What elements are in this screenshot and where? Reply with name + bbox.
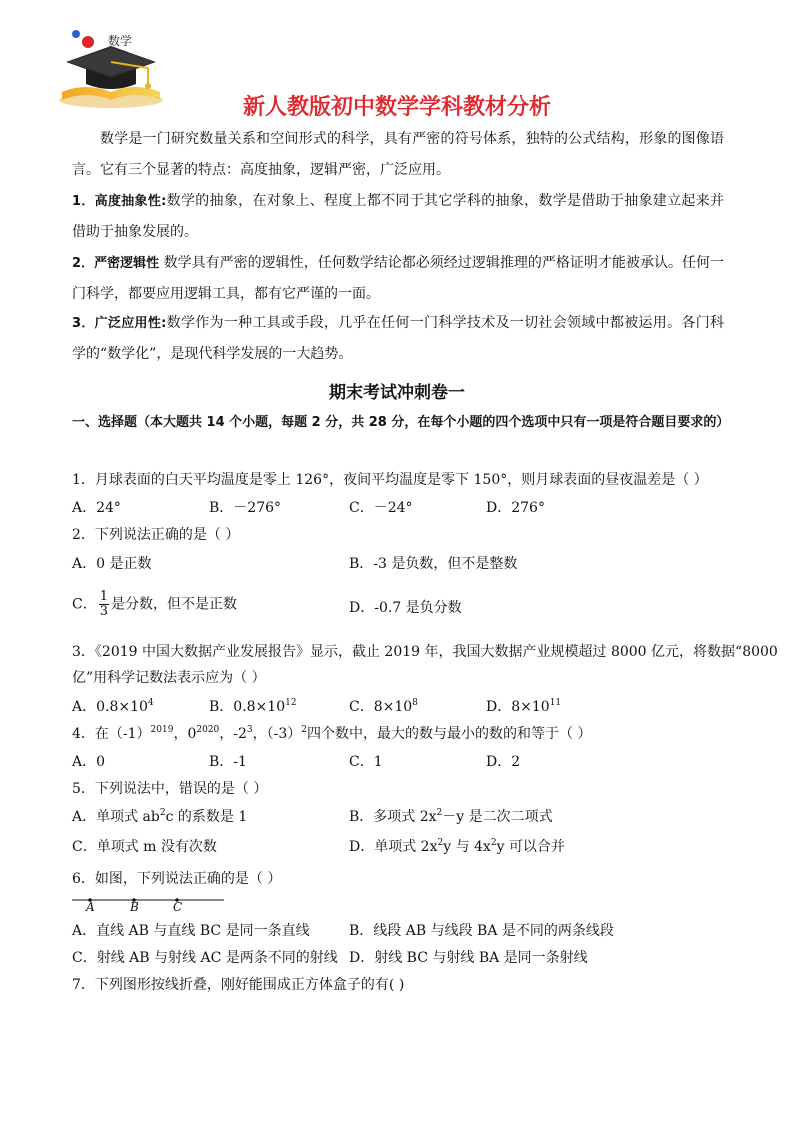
fraction-numerator: 1 [99,589,108,604]
option-c: C．单项式 m 没有次数 [72,839,217,855]
question-1-stem: 1．月球表面的白天平均温度是零上 126°，夜间平均温度是零下 150°，则月球表面的昼夜温差是（ ） [72,472,708,488]
option-c: C．射线 AB 与射线 AC 是两条不同的射线 [72,950,338,966]
stem-part: 四个数中，最大的数与最小的数的和等于（ ） [307,726,592,742]
point-c-label: C [173,900,183,914]
option-b: B．-3 是负数，但不是整数 [349,556,518,572]
question-6-options-ab [72,921,724,941]
option-text: y 可以合并 [496,839,565,855]
point-label: 1．高度抽象性: [72,194,167,209]
exponent: 4 [147,698,154,708]
question-6-options-cd [72,948,724,968]
option-text: D．单项式 2x [349,839,438,855]
option-b-base: B．0.8×10 [209,699,286,715]
option-c-base: C．8×10 [349,699,413,715]
intro-paragraph: 数学是一门研究数量关系和空间形式的科学，具有严密的符号体系，独特的公式结构，形象的图像语言。它有三个显著的特点：高度抽象，逻辑严密，广泛应用。 [72,131,724,178]
option-d-base: D．8×10 [486,699,550,715]
point-abstraction [72,186,724,248]
stem-part: ，0 [173,726,197,742]
exponent: 2 [159,808,166,818]
question-7-stem: 7．下列图形按线折叠，刚好能围成正方体盒子的有( ) [72,977,405,993]
question-2-options-ab [72,554,724,574]
option-text: A．单项式 ab [72,809,160,825]
line-abc-diagram [72,894,232,920]
point-application [72,308,724,370]
option-c-prefix: C． [72,596,97,613]
fraction [99,590,109,619]
stem-part: 4．在（-1） [72,726,151,742]
option-d [349,837,565,857]
exponent: 2020 [196,725,220,735]
exponent: 2019 [150,725,174,735]
line-figure [72,894,232,920]
option-a: A．直线 AB 与直线 BC 是同一条直线 [72,923,310,939]
option-d: D．射线 BC 与射线 BA 是同一条射线 [349,950,588,966]
option-b [209,697,297,717]
option-a: A．24° [72,500,121,516]
exponent: 3 [246,725,253,735]
option-c [349,697,418,717]
exponent: 2 [437,838,444,848]
option-text: －y 是二次二项式 [442,809,553,825]
option-text: B．多项式 2x [349,809,437,825]
question-4-stem [72,724,724,744]
point-label: 3．广泛应用性: [72,316,167,331]
page-title: 新人教版初中数学学科教材分析 [242,95,551,120]
question-3-stem-line2: 亿”用科学记数法表示应为（ ） [72,670,266,686]
option-c: C．1 [349,754,383,770]
option-b: B．－276° [209,500,282,516]
option-a: A．0 [72,754,106,770]
question-5-stem: 5．下列说法中，错误的是（ ） [72,781,268,797]
point-label: 2．严密逻辑性 [72,256,160,271]
option-text: y 与 4x [443,839,491,855]
option-b [349,807,553,827]
option-d: D．276° [486,500,545,516]
option-a [72,697,154,717]
question-2-stem: 2．下列说法正确的是（ ） [72,527,240,543]
option-a: A．0 是正数 [72,556,152,572]
option-d: D．-0.7 是负分数 [349,600,462,616]
exam-title: 期末考试冲刺卷一 [329,383,465,403]
exponent: 8 [412,698,418,708]
point-text: 数学作为一种工具或手段，几乎在任何一门科学技术及一切社会领域中都被运用。各门科学的“数学化”，是现代科学发展的一大趋势。 [72,315,724,362]
option-c-text: 是分数，但不是正数 [111,596,237,613]
point-logic [72,248,724,310]
option-text: c 的系数是 1 [165,809,248,825]
exponent: 12 [285,698,297,708]
exponent: 2 [301,725,308,735]
option-a [72,807,247,827]
point-a-label: A [86,900,95,914]
logo-label: 数学 [108,34,133,48]
option-c [72,590,237,619]
option-b: B．线段 AB 与线段 BA 是不同的两条线段 [349,923,614,939]
exponent: 2 [490,838,497,848]
point-b-label: B [130,900,139,914]
question-1-options [72,498,724,518]
question-4-options [72,752,724,772]
question-3-stem-line1: 3．《2019 中国大数据产业发展报告》显示，截止 2019 年，我国大数据产业规模超过 8000 亿元，将数据“8000 [72,644,778,660]
exponent: 11 [549,698,562,708]
question-6-stem: 6．如图，下列说法正确的是（ ） [72,871,282,887]
stem-part: ，-2 [219,726,247,742]
question-5-options-cd [72,837,724,857]
question-3-options [72,697,724,717]
option-d: D．2 [486,754,521,770]
point-text: 数学具有严密的逻辑性，任何数学结论都必须经过逻辑推理的严格证明才能被承认。任何一门科学，都要应用逻辑工具，都有它严谨的一面。 [72,255,724,302]
question-5-options-ab [72,807,724,827]
stem-part: ，（-3） [252,726,302,742]
point-text: 数学的抽象，在对象上、程度上都不同于其它学科的抽象，数学是借助于抽象建立起来并借助于抽象发展的。 [72,193,724,240]
option-b: B．-1 [209,754,247,770]
exponent: 2 [436,808,443,818]
fraction-denominator: 3 [99,604,108,619]
option-d [486,697,561,717]
option-c: C．－24° [349,500,413,516]
section-heading: 一、选择题（本大题共 14 个小题，每题 2 分，共 28 分，在每个小题的四个选项中只有一项是符合题目要求的） [72,415,730,430]
option-a-base: A．0.8×10 [72,699,148,715]
question-2-options-cd [72,589,724,620]
